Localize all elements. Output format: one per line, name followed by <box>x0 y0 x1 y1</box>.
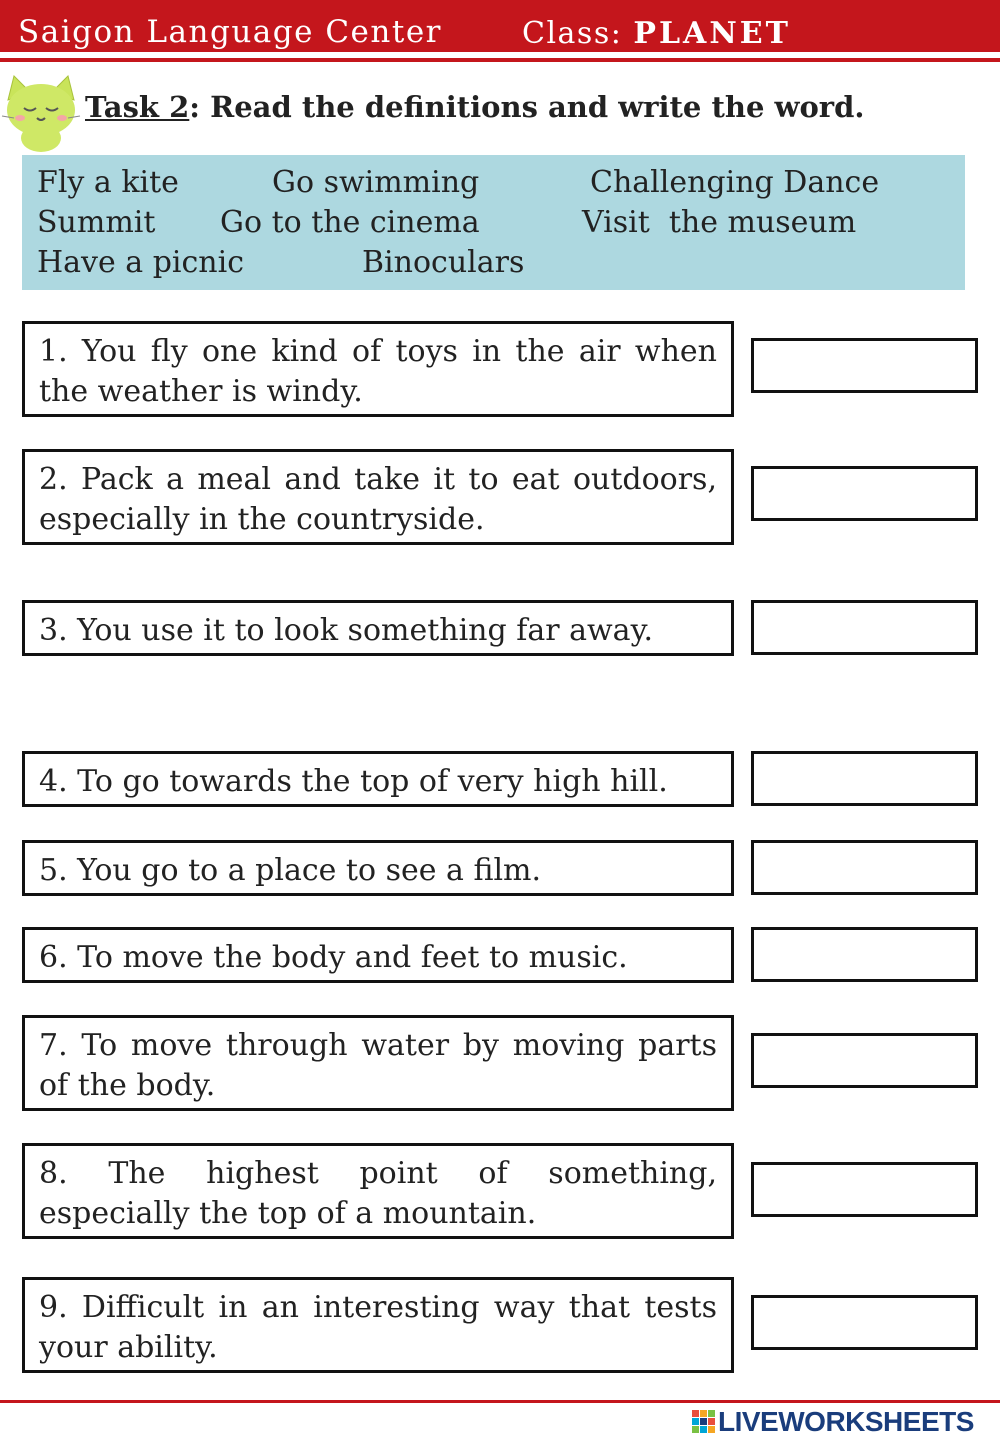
definition-9: 9. Difficult in an interesting way that tests your ability. <box>22 1277 734 1373</box>
definition-2: 2. Pack a meal and take it to eat outdoors, especially in the countryside. <box>22 449 734 545</box>
answer-box-7[interactable] <box>751 1033 978 1088</box>
answer-box-5[interactable] <box>751 840 978 895</box>
word-bank-item: Challenging Dance <box>590 165 880 200</box>
header-bar <box>0 0 1000 52</box>
cat-mascot-icon <box>0 72 82 154</box>
answer-box-6[interactable] <box>751 927 978 982</box>
answer-box-1[interactable] <box>751 338 978 393</box>
definition-7: 7. To move through water by moving parts of the body. <box>22 1015 734 1111</box>
word-bank-item: Fly a kite <box>37 165 179 200</box>
answer-box-4[interactable] <box>751 751 978 806</box>
word-bank <box>22 155 965 290</box>
class-label: Class: <box>522 16 623 51</box>
definition-1: 1. You fly one kind of toys in the air when the weather is windy. <box>22 321 734 417</box>
definition-5: 5. You go to a place to see a film. <box>22 840 734 896</box>
definition-4: 4. To go towards the top of very high hill. <box>22 751 734 807</box>
header-divider <box>0 58 1000 62</box>
answer-box-2[interactable] <box>751 466 978 521</box>
class-name: PLANET <box>633 16 791 51</box>
answer-box-3[interactable] <box>751 600 978 655</box>
liveworksheets-brand: LIVEWORKSHEETS <box>718 1406 974 1437</box>
answer-box-8[interactable] <box>751 1162 978 1217</box>
word-bank-item: Go to the cinema <box>220 205 480 240</box>
task-instruction: : Read the definitions and write the word. <box>189 90 865 124</box>
task-label: Task 2 <box>85 90 190 124</box>
word-bank-item: Go swimming <box>272 165 480 200</box>
definition-8: 8. The highest point of something, especially the top of a mountain. <box>22 1143 734 1239</box>
word-bank-item: Have a picnic <box>37 245 245 280</box>
task-title <box>85 90 864 124</box>
center-name: Saigon Language Center <box>18 14 442 50</box>
word-bank-item: Summit <box>37 205 156 240</box>
class-heading <box>522 16 791 51</box>
definition-3: 3. You use it to look something far away. <box>22 600 734 656</box>
definition-6: 6. To move the body and feet to music. <box>22 927 734 983</box>
word-bank-item: Visit the museum <box>582 205 857 240</box>
answer-box-9[interactable] <box>751 1295 978 1350</box>
word-bank-item: Binoculars <box>362 245 525 280</box>
liveworksheets-logo-icon <box>692 1410 716 1434</box>
liveworksheets-logo[interactable] <box>692 1403 974 1441</box>
